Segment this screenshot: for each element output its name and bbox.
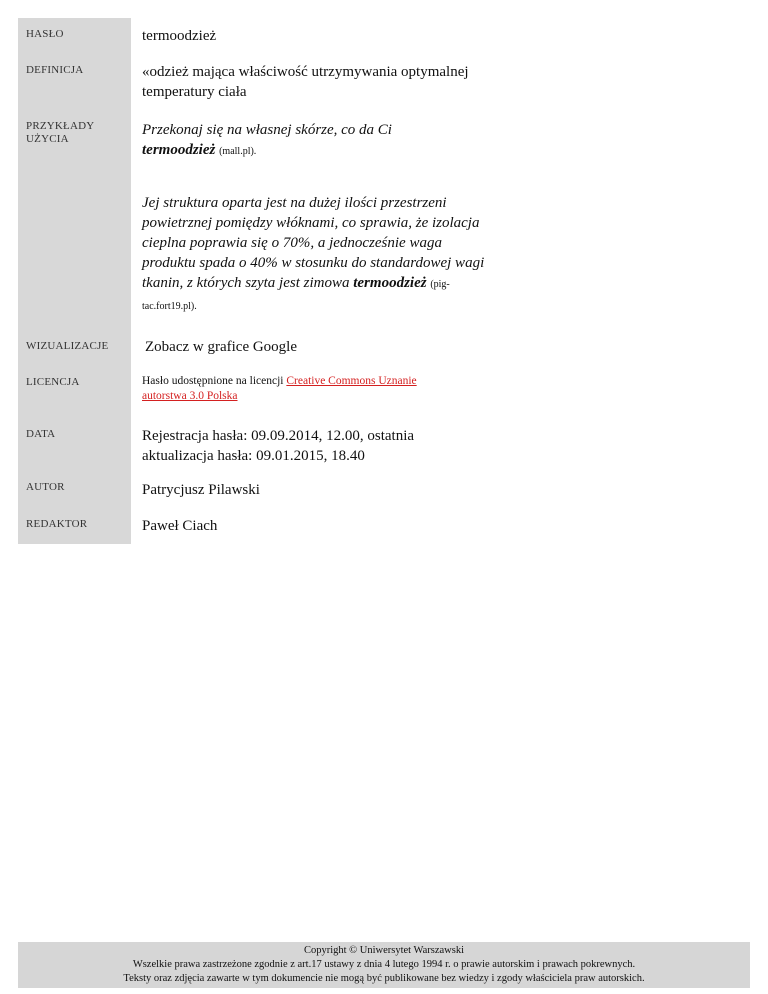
data-value: Rejestracja hasła: 09.09.2014, 12.00, ostatnia aktualizacja hasła: 09.01.2015, 18.40	[142, 428, 415, 464]
copyright-footer	[18, 942, 750, 988]
label-column	[18, 18, 131, 544]
haslo-value: termoodzież	[142, 28, 217, 44]
footer-notice: Teksty oraz zdjęcia zawarte w tym dokumencie nie mogą być publikowane bez wiedzy i zgody właściciela praw autorskich.	[123, 973, 645, 984]
definicja-label: DEFINICJA	[26, 64, 84, 76]
przyklady-label-line1: PRZYKŁADY	[26, 120, 95, 132]
example-1-source: (mall.pl).	[219, 146, 257, 157]
haslo-label: HASŁO	[26, 28, 64, 40]
przyklady-label-line2: UŻYCIA	[26, 133, 69, 145]
redaktor-label: REDAKTOR	[26, 518, 88, 530]
definicja-value: «odzież mająca właściwość utrzymywania optymalnej temperatury ciała	[142, 64, 469, 100]
autor-value: Patrycjusz Pilawski	[142, 482, 260, 498]
example-1-term: termoodzież	[142, 142, 216, 158]
google-images-link[interactable]: Zobacz w grafice Google	[145, 339, 298, 355]
example-2	[142, 193, 492, 317]
przyklady-label	[26, 120, 94, 146]
example-1-text: Przekonaj się na własnej skórze, co da Ci	[142, 122, 392, 138]
licencja-label: LICENCJA	[26, 376, 80, 388]
example-1	[142, 120, 442, 162]
footer-copyright: Copyright © Uniwersytet Warszawski	[303, 945, 465, 956]
licencja-value	[142, 374, 462, 404]
licencja-text: Hasło udostępnione na licencji	[142, 375, 284, 387]
data-label: DATA	[26, 428, 56, 440]
redaktor-value: Paweł Ciach	[142, 518, 218, 534]
example-2-text: Jej struktura oparta jest na dużej ilości przestrzeni powietrznej pomiędzy włóknami, co sprawia, że izolacja cieplna poprawia się o 70%, a jednocześnie waga produktu spada o 40% w stosunku do standardowej wagi tkanin, z których szyta jest zimowa	[142, 195, 485, 291]
license-link[interactable]: Creative Commons Uznanie autorstwa 3.0 Polska	[142, 375, 417, 402]
wizualizacje-label: WIZUALIZACJE	[26, 340, 109, 352]
example-2-term: termoodzież	[353, 275, 427, 291]
footer-rights: Wszelkie prawa zastrzeżone zgodnie z art.17 ustawy z dnia 4 lutego 1994 r. o prawie autorskim i prawach pokrewnych.	[132, 959, 636, 970]
example-2-source: (pig-tac.fort19.pl).	[142, 279, 450, 312]
autor-label: AUTOR	[26, 481, 65, 493]
